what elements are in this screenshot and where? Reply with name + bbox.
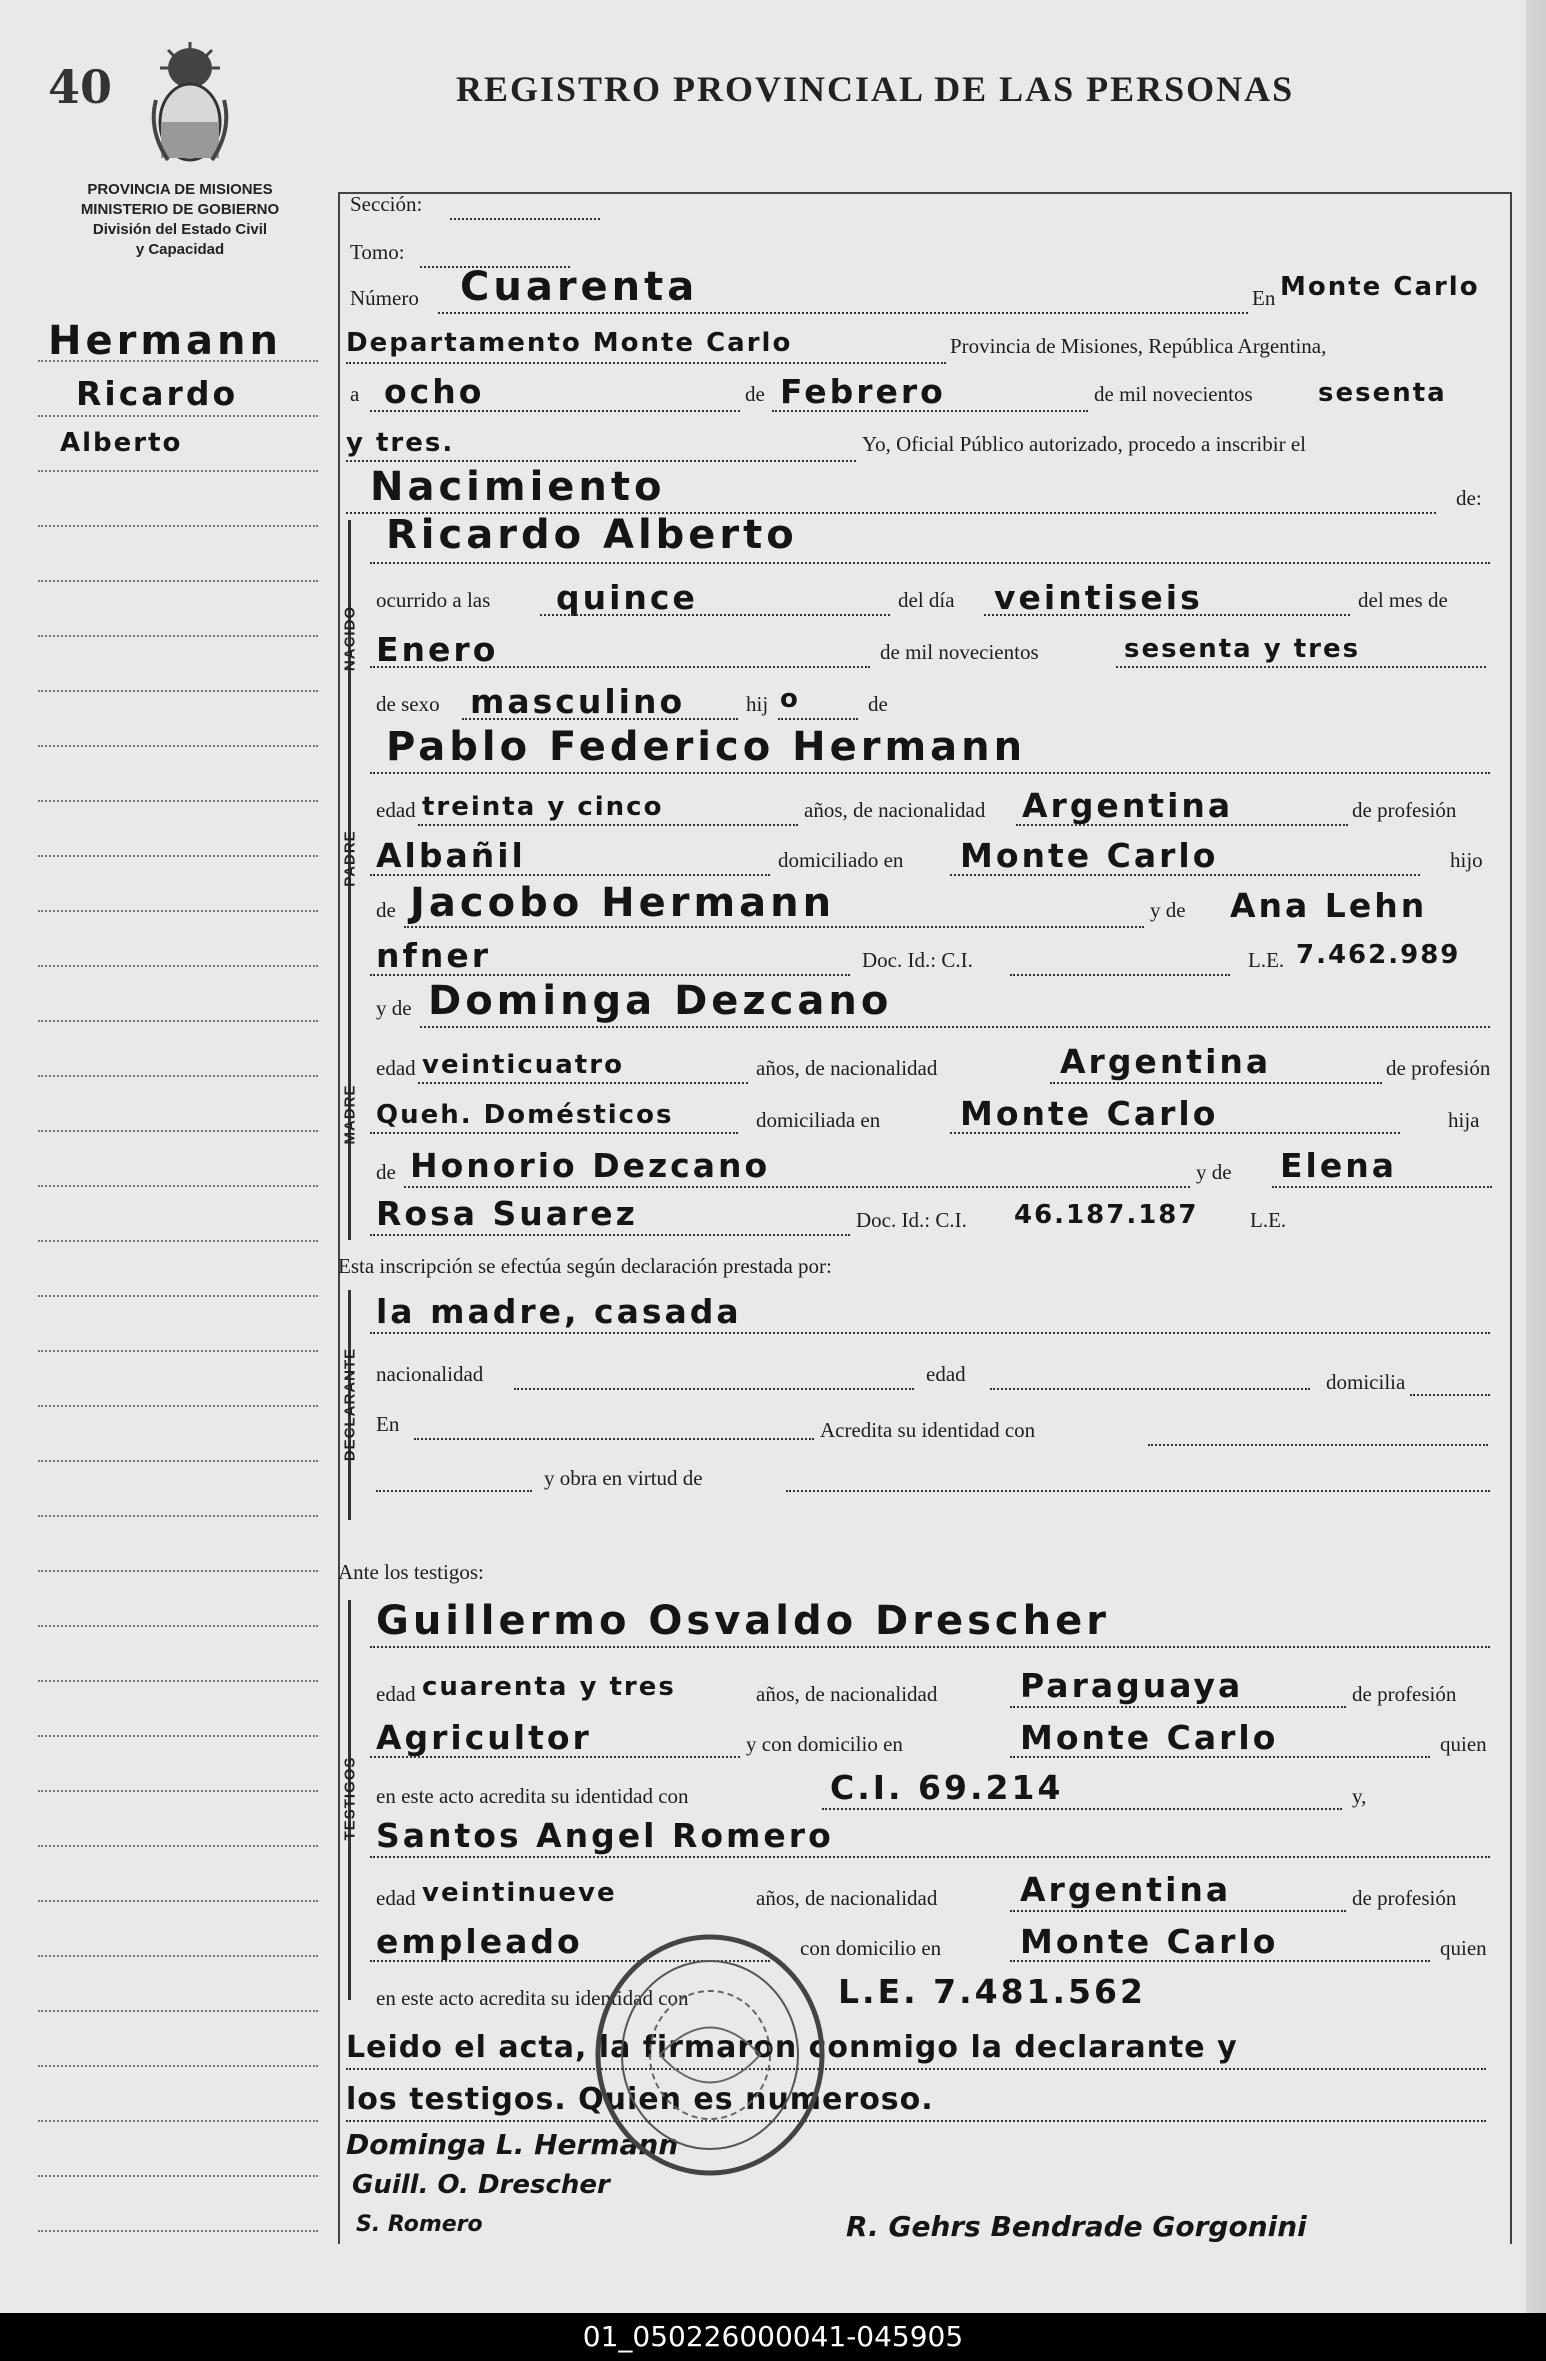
de-mil2-label: de mil novecientos xyxy=(880,640,1039,664)
margin-rule xyxy=(38,1900,318,1902)
t1-y-label: y, xyxy=(1352,1784,1367,1808)
sexo-value: masculino xyxy=(470,682,686,721)
madre-nombre-value: Dominga Dezcano xyxy=(428,978,893,1024)
authority-line: y Capacidad xyxy=(135,241,225,258)
margin-rule xyxy=(38,580,318,582)
firma-oficial: R. Gehrs Bendrade Gorgonini xyxy=(846,2210,1307,2243)
padre-edad-value: treinta y cinco xyxy=(422,792,664,822)
padre-nac-value: Argentina xyxy=(1022,786,1234,825)
padre-hijo-label: hijo xyxy=(1450,848,1483,872)
padre-prof-label: de profesión xyxy=(1352,798,1457,822)
numero-label: Número xyxy=(350,286,419,310)
margin-rule xyxy=(38,1460,318,1462)
firma-declarante: Dominga L. Hermann xyxy=(346,2128,679,2161)
madre-prof-value: Queh. Domésticos xyxy=(376,1100,674,1130)
t1-acto-label: en este acto acredita su identidad con xyxy=(376,1784,689,1808)
de-sexo-label: de sexo xyxy=(376,692,440,716)
coat-of-arms-icon xyxy=(148,40,232,170)
madre-dom-value: Monte Carlo xyxy=(960,1094,1219,1133)
t2-dom-label: con domicilio en xyxy=(800,1936,942,1960)
margin-rule xyxy=(38,1570,318,1572)
de-colon-label: de: xyxy=(1456,486,1482,510)
t2-quien-label: quien xyxy=(1440,1936,1487,1960)
margin-rule xyxy=(38,2175,318,2177)
testigo1-value: Guillermo Osvaldo Drescher xyxy=(376,1598,1110,1644)
mes-nac-value: Enero xyxy=(376,630,499,669)
margin-rule xyxy=(38,910,318,912)
margin-rule xyxy=(38,1075,318,1077)
section-testigos: TESTIGOS xyxy=(341,1756,359,1841)
t2-anos-label: años, de nacionalidad xyxy=(756,1886,938,1910)
t1-edad-value: cuarenta y tres xyxy=(422,1672,676,1702)
paper-edge xyxy=(1526,0,1546,2313)
t1-anos-label: años, de nacionalidad xyxy=(756,1682,938,1706)
numero-value: Cuarenta xyxy=(460,264,699,310)
section-madre: MADRE xyxy=(341,1084,359,1145)
cierre-line-1: Leido el acta, la firmaron conmigo la declarante y xyxy=(346,2030,1238,2065)
padre-nombre-value: Pablo Federico Hermann xyxy=(386,724,1027,770)
declarante-obra-label: y obra en virtud de xyxy=(544,1466,703,1490)
margin-rule xyxy=(38,2010,318,2012)
t1-prof-value: Agricultor xyxy=(376,1718,592,1757)
de-mil-label: de mil novecientos xyxy=(1094,382,1253,406)
margin-surname: Hermann xyxy=(48,318,282,364)
official-seal-icon xyxy=(590,1930,830,2180)
padre-anos-label: años, de nacionalidad xyxy=(804,798,986,822)
cierre-line-2: los testigos. Quien es numeroso. xyxy=(346,2082,934,2117)
padre-le-label: L.E. xyxy=(1248,948,1285,972)
margin-rule xyxy=(38,1130,318,1132)
padre-de-label: de xyxy=(376,898,396,922)
hora-value: quince xyxy=(556,578,698,617)
mes-value: Febrero xyxy=(780,372,946,411)
madre-de-label: de xyxy=(376,1160,396,1184)
abuela-p1-value: Ana Lehn xyxy=(1230,886,1428,925)
madre-doc-label: Doc. Id.: C.I. xyxy=(856,1208,967,1232)
authority-line: MINISTERIO DE GOBIERNO xyxy=(80,201,280,218)
madre-hija-label: hija xyxy=(1448,1108,1480,1132)
declarante-en-label: En xyxy=(376,1412,400,1436)
abuela-m2-value: Rosa Suarez xyxy=(376,1194,638,1233)
t2-acto-label: en este acto acredita su identidad con xyxy=(376,1986,689,2010)
margin-rule xyxy=(38,690,318,692)
margin-rule xyxy=(38,1350,318,1352)
section-nacido: NACIDO xyxy=(341,605,359,672)
t1-prof-label: de profesión xyxy=(1352,1682,1457,1706)
abuela-m1-value: Elena xyxy=(1280,1146,1397,1185)
margin-rule xyxy=(38,525,318,527)
de-label-2: de xyxy=(868,692,888,716)
margin-rule xyxy=(38,2065,318,2067)
ante-testigos-label: Ante los testigos: xyxy=(338,1560,484,1584)
acto-value: Nacimiento xyxy=(370,464,666,510)
padre-dom-value: Monte Carlo xyxy=(960,836,1219,875)
hij-label: hij xyxy=(746,692,769,716)
madre-yde-label-2: y de xyxy=(1196,1160,1232,1184)
nombre-value: Ricardo Alberto xyxy=(386,512,798,558)
provincia-label: Provincia de Misiones, República Argentina, xyxy=(950,334,1327,358)
page-number: 40 xyxy=(48,60,113,114)
margin-rule xyxy=(38,1845,318,1847)
firma-testigo-1: Guill. O. Drescher xyxy=(352,2170,610,2200)
madre-edad-label: edad xyxy=(376,1056,416,1080)
madre-prof-label: de profesión xyxy=(1386,1056,1491,1080)
t2-prof-value: empleado xyxy=(376,1922,583,1961)
anio-value: sesenta xyxy=(1318,378,1447,408)
del-dia-label: del día xyxy=(898,588,955,612)
abuelo-p-value: Jacobo Hermann xyxy=(410,880,836,926)
margin-rule xyxy=(38,1405,318,1407)
madre-yde-label: y de xyxy=(376,996,412,1020)
de-label: de xyxy=(745,382,765,406)
margin-rule xyxy=(38,965,318,967)
margin-rule xyxy=(38,1515,318,1517)
padre-yde-label: y de xyxy=(1150,898,1186,922)
madre-edad-value: veinticuatro xyxy=(422,1050,624,1080)
madre-le-label: L.E. xyxy=(1250,1208,1287,1232)
dia-value: ocho xyxy=(384,372,485,411)
madre-nac-value: Argentina xyxy=(1060,1042,1272,1081)
t1-dom-value: Monte Carlo xyxy=(1020,1718,1279,1757)
margin-rule xyxy=(38,1020,318,1022)
authority-line: División del Estado Civil xyxy=(92,221,268,238)
margin-rule xyxy=(38,745,318,747)
madre-ci-value: 46.187.187 xyxy=(1014,1200,1199,1230)
margin-rule xyxy=(38,1625,318,1627)
tomo-label: Tomo: xyxy=(350,240,405,264)
padre-prof-value: Albañil xyxy=(376,836,526,875)
declarante-domicilia-label: domicilia xyxy=(1326,1370,1406,1394)
margin-rule xyxy=(38,855,318,857)
margin-rule xyxy=(38,470,318,472)
margin-rule xyxy=(38,2120,318,2122)
authority-line: PROVINCIA DE MISIONES xyxy=(87,181,273,198)
margin-name-1: Ricardo xyxy=(76,374,239,413)
margin-rule xyxy=(38,635,318,637)
declarante-value: la madre, casada xyxy=(376,1292,742,1331)
anio2-value: y tres. xyxy=(346,428,455,458)
margin-rule xyxy=(38,1735,318,1737)
margin-rule xyxy=(38,800,318,802)
image-code: 01_050226000041-045905 xyxy=(0,2313,1546,2361)
section-padre: PADRE xyxy=(341,830,359,887)
a-label: a xyxy=(350,382,360,406)
padre-doc-label: Doc. Id.: C.I. xyxy=(862,948,973,972)
padre-dom-label: domiciliado en xyxy=(778,848,904,872)
margin-rule xyxy=(38,1295,318,1297)
t2-nac-value: Argentina xyxy=(1020,1870,1232,1909)
madre-dom-label: domiciliada en xyxy=(756,1108,881,1132)
inscripcion-label: Esta inscripción se efectúa según declaración prestada por: xyxy=(338,1254,832,1278)
margin-rule xyxy=(38,1955,318,1957)
t2-edad-value: veintinueve xyxy=(422,1878,617,1908)
margin-name-2: Alberto xyxy=(60,428,183,458)
declarante-nac-label: nacionalidad xyxy=(376,1362,484,1386)
declarante-acredita-label: Acredita su identidad con xyxy=(820,1418,1036,1442)
margin-rule xyxy=(38,1790,318,1792)
margin-rule xyxy=(38,415,318,417)
margin-rule xyxy=(38,2230,318,2232)
t1-quien-label: quien xyxy=(1440,1732,1487,1756)
t1-doc-value: C.I. 69.214 xyxy=(830,1768,1064,1807)
t2-dom-value: Monte Carlo xyxy=(1020,1922,1279,1961)
t2-doc-value: L.E. 7.481.562 xyxy=(838,1972,1146,2011)
seccion-label: Sección: xyxy=(350,192,423,216)
departamento-value: Departamento Monte Carlo xyxy=(346,328,793,358)
ocurrido-label: ocurrido a las xyxy=(376,588,491,612)
en-value: Monte Carlo xyxy=(1280,272,1480,302)
madre-anos-label: años, de nacionalidad xyxy=(756,1056,938,1080)
firma-testigo-2: S. Romero xyxy=(356,2212,483,2237)
t1-dom-label: y con domicilio en xyxy=(746,1732,903,1756)
anio-nac-value: sesenta y tres xyxy=(1124,634,1361,664)
authority-block xyxy=(40,180,320,260)
t2-edad-label: edad xyxy=(376,1886,416,1910)
padre-edad-label: edad xyxy=(376,798,416,822)
t2-prof-label: de profesión xyxy=(1352,1886,1457,1910)
margin-rule xyxy=(38,1185,318,1187)
padre-le-value: 7.462.989 xyxy=(1296,940,1461,970)
margin-rule xyxy=(38,1680,318,1682)
del-mes-label: del mes de xyxy=(1358,588,1448,612)
section-declarante: DECLARANTE xyxy=(341,1347,359,1462)
abuelo-m-value: Honorio Dezcano xyxy=(410,1146,771,1185)
en-label: En xyxy=(1252,286,1276,310)
testigo2-value: Santos Angel Romero xyxy=(376,1816,834,1855)
margin-rule xyxy=(38,1240,318,1242)
dia-nac-value: veintiseis xyxy=(994,578,1203,617)
hij-suffix-value: o xyxy=(780,684,800,714)
abuela-p2-value: nfner xyxy=(376,936,491,975)
yo-oficial-label: Yo, Oficial Público autorizado, procedo a inscribir el xyxy=(862,432,1307,456)
declarante-edad-label: edad xyxy=(926,1362,966,1386)
t1-edad-label: edad xyxy=(376,1682,416,1706)
t1-nac-value: Paraguaya xyxy=(1020,1666,1244,1705)
page-title: REGISTRO PROVINCIAL DE LAS PERSONAS xyxy=(456,69,1295,109)
